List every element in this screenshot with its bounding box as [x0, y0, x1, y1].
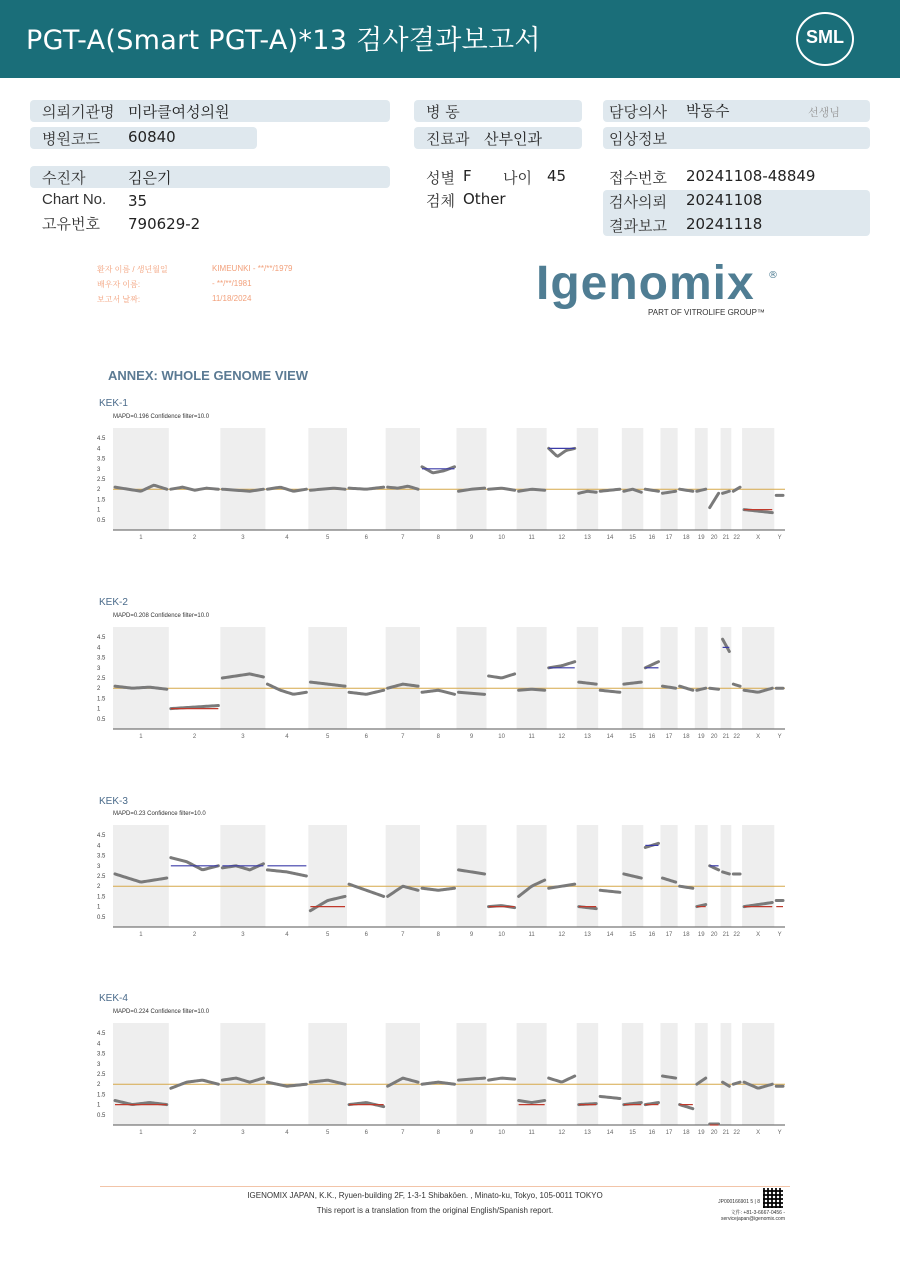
chromosome-label: 18	[682, 932, 690, 938]
chromosome-label: 15	[629, 1130, 636, 1136]
y-tick-label: 3.5	[97, 456, 106, 463]
chart-mapd-kek2: MAPD=0.208 Confidence filter=10.0	[113, 613, 210, 619]
y-tick-label: 0.5	[97, 517, 106, 524]
specimen-value: Other	[463, 190, 506, 208]
request-label: 검사의뢰	[609, 193, 667, 211]
chromosome-label: X	[756, 734, 761, 740]
chromosome-label: 18	[682, 535, 690, 541]
chrom-band	[220, 1023, 265, 1125]
chromosome-label: 10	[498, 535, 505, 541]
faint-report-date-value: 11/18/2024	[212, 294, 252, 303]
chromosome-label: 2	[192, 734, 197, 740]
chrom-band	[721, 1023, 732, 1125]
chromosome-label: 14	[606, 1130, 614, 1136]
data-points-chr6	[349, 690, 384, 694]
chromosome-label: 16	[648, 1130, 656, 1136]
data-points-chr22	[733, 1082, 740, 1084]
y-tick-label: 4.5	[97, 635, 106, 642]
chrom-band	[517, 1023, 547, 1125]
faint-patient-label: 환자 이름 / 생년월일	[97, 265, 168, 274]
chromosome-label: 5	[326, 734, 330, 740]
data-points-chr4	[267, 487, 306, 491]
chromosome-label: 3	[241, 535, 245, 541]
chrom-band	[622, 627, 643, 729]
y-tick-label: 1.5	[97, 696, 106, 703]
chrom-band	[742, 428, 774, 530]
chromosome-label: 1	[139, 734, 143, 740]
chromosome-label: 17	[665, 535, 673, 541]
data-points-chr17	[662, 1076, 675, 1078]
chrom-band	[577, 825, 598, 927]
y-tick-label: 2	[97, 686, 101, 693]
footer-doc-id: JP000166901 5 | 8	[718, 1199, 760, 1205]
y-tick-label: 1.5	[97, 894, 106, 901]
chromosome-label: 11	[528, 535, 535, 541]
y-tick-label: 3.5	[97, 655, 106, 662]
chromosome-label: 8	[436, 734, 440, 740]
chromosome-label: 15	[629, 932, 636, 938]
y-tick-label: 4	[97, 843, 101, 850]
chromosome-label: 1	[139, 1130, 143, 1136]
chrom-band	[457, 627, 487, 729]
chrom-band	[220, 825, 265, 927]
patient-value: 김은기	[128, 169, 172, 187]
chromosome-label: 2	[192, 535, 197, 541]
data-points-chr18	[680, 1105, 693, 1109]
request-value: 20241108	[686, 191, 763, 209]
chromosome-label: 19	[697, 932, 705, 938]
data-points-chr11	[519, 689, 545, 690]
chromosome-label: 11	[528, 932, 535, 938]
footer-note: This report is a translation from the original English/Spanish report.	[316, 1206, 554, 1215]
data-points-chr9	[459, 692, 485, 694]
age-label: 나이	[503, 169, 532, 187]
y-tick-label: 3	[97, 665, 101, 672]
data-points-chr10	[489, 488, 515, 490]
chromosome-label: 14	[606, 734, 614, 740]
y-tick-label: 4.5	[97, 436, 106, 443]
chrom-band	[308, 428, 347, 530]
igenomix-registered: ®	[768, 270, 778, 281]
y-tick-label: 1.5	[97, 497, 106, 504]
chromosome-label: 22	[733, 535, 741, 541]
qr-code-icon	[763, 1188, 783, 1208]
chrom-band	[308, 825, 347, 927]
data-points-chr4	[267, 684, 306, 694]
data-points-chr9	[459, 1078, 485, 1080]
chrom-band	[113, 428, 169, 530]
report-title: PGT-A(Smart PGT-A)*13 검사결과보고서	[26, 25, 541, 56]
chrom-band	[386, 627, 420, 729]
y-tick-label: 3.5	[97, 853, 106, 860]
chromosome-label: X	[756, 535, 761, 541]
chrom-band	[386, 428, 420, 530]
chromosome-label: 3	[241, 1130, 245, 1136]
chromosome-label: 21	[722, 932, 730, 938]
age-value: 45	[547, 167, 567, 185]
chrom-band	[113, 627, 169, 729]
y-tick-label: 3.5	[97, 1051, 106, 1058]
specimen-label: 검체	[426, 192, 455, 210]
faint-partner-label: 배우자 이름:	[97, 280, 141, 289]
y-tick-label: 0.5	[97, 716, 106, 723]
y-tick-label: 2.5	[97, 874, 106, 880]
chromosome-label: 13	[584, 932, 591, 938]
chrom-band	[577, 1023, 598, 1125]
chromosome-label: 19	[697, 1130, 705, 1136]
chromosome-label: 3	[241, 734, 245, 740]
chromosome-label: 6	[364, 734, 369, 740]
y-tick-label: 4	[97, 446, 101, 453]
chrom-band	[457, 428, 487, 530]
ward-label: 병 동	[426, 103, 460, 121]
data-points-chr16	[645, 662, 658, 668]
data-points-chr15	[624, 682, 641, 684]
data-points-chr20	[710, 688, 719, 689]
chromosome-label: 10	[498, 734, 505, 740]
data-points-chr12	[549, 1076, 575, 1082]
data-points-chr4	[267, 870, 306, 876]
chart-no-value: 35	[128, 192, 148, 210]
data-points-chr17	[662, 686, 675, 688]
data-points-chr2	[171, 487, 219, 490]
chromosome-label: 2	[192, 1130, 197, 1136]
chromosome-label: 6	[364, 932, 369, 938]
chromosome-label: 13	[584, 1130, 591, 1136]
chromosome-label: 1	[139, 535, 143, 541]
chromosome-label: 21	[722, 734, 730, 740]
cnv-chart-kek3	[95, 821, 790, 941]
data-points-chr21	[723, 872, 730, 874]
chromosome-label: 9	[469, 932, 474, 938]
chrom-band	[721, 428, 732, 530]
data-points-chr19	[697, 489, 706, 491]
chromosome-label: 8	[436, 932, 440, 938]
y-tick-label: 2.5	[97, 477, 106, 483]
chromosome-label: 11	[528, 734, 535, 740]
chart-mapd-kek1: MAPD=0.196 Confidence filter=10.0	[113, 414, 210, 420]
chrom-band	[577, 627, 598, 729]
chromosome-label: 4	[285, 535, 289, 541]
chromosome-label: 5	[326, 535, 330, 541]
chromosome-label: 18	[682, 1130, 690, 1136]
data-points-chr14	[600, 489, 620, 491]
cnv-chart-kek1	[95, 424, 790, 544]
faint-report-date-label: 보고서 날짜:	[97, 295, 141, 304]
y-tick-label: 1	[97, 706, 101, 713]
receipt-label: 접수번호	[609, 169, 667, 187]
chrom-band	[742, 825, 774, 927]
chrom-band	[695, 1023, 708, 1125]
sml-logo-text: SML	[806, 27, 844, 47]
chromosome-label: 9	[469, 734, 474, 740]
chromosome-label: Y	[777, 1130, 782, 1136]
chromosome-label: 18	[682, 734, 690, 740]
chromosome-label: 12	[558, 535, 566, 541]
department-label: 진료과	[426, 130, 470, 148]
y-tick-label: 2.5	[97, 676, 106, 682]
chromosome-label: 6	[364, 1130, 369, 1136]
y-tick-label: 2	[97, 487, 101, 494]
chromosome-label: 15	[629, 535, 636, 541]
chromosome-label: 20	[710, 1130, 718, 1136]
igenomix-subtitle: PART OF VITROLIFE GROUP™	[648, 308, 765, 317]
chromosome-label: 20	[710, 734, 718, 740]
doctor-suffix: 선생님	[808, 106, 840, 119]
data-points-chr17	[662, 491, 675, 493]
y-tick-label: 2	[97, 1082, 101, 1089]
data-points-chr18	[680, 886, 693, 888]
chrom-band	[386, 1023, 420, 1125]
hospital-code-label: 병원코드	[42, 130, 100, 148]
doctor-value: 박동수	[686, 102, 730, 120]
data-points-chr19	[697, 688, 706, 690]
chromosome-label: 13	[584, 535, 591, 541]
data-points-chr12	[549, 662, 575, 668]
y-tick-label: 3	[97, 1061, 101, 1068]
chromosome-label: 21	[722, 1130, 730, 1136]
chromosome-label: 7	[401, 734, 405, 740]
chromosome-label: 22	[733, 1130, 741, 1136]
chrom-band	[517, 825, 547, 927]
chrom-band	[660, 825, 677, 927]
chrom-band	[577, 428, 598, 530]
data-points-chr2	[171, 858, 219, 870]
chrom-band	[695, 627, 708, 729]
data-points-chr22	[733, 684, 740, 686]
chromosome-label: 4	[285, 932, 289, 938]
chart-title-kek1: KEK-1	[99, 398, 128, 409]
institution-value: 미라클여성의원	[128, 103, 230, 121]
chromosome-label: 15	[629, 734, 636, 740]
chrom-band	[622, 428, 643, 530]
chrom-band	[220, 428, 265, 530]
data-points-chr16	[645, 489, 658, 491]
chromosome-label: 14	[606, 535, 614, 541]
chrom-band	[622, 1023, 643, 1125]
footer-address: IGENOMIX JAPAN, K.K., Ryuen-building 2F, 1-3-1 Shibakōen. , Minato-ku, Tokyo, 105-0011 TOKYO	[247, 1191, 603, 1200]
chromosome-label: 10	[498, 1130, 505, 1136]
chrom-band	[660, 1023, 677, 1125]
clinical-label: 임상정보	[609, 130, 667, 148]
y-tick-label: 3	[97, 466, 101, 473]
chart-title-kek3: KEK-3	[99, 796, 128, 807]
chromosome-label: 5	[326, 932, 330, 938]
chromosome-label: 16	[648, 932, 656, 938]
chart-no-label: Chart No.	[42, 191, 107, 208]
data-points-chr8	[422, 690, 454, 694]
institution-label: 의뢰기관명	[42, 103, 115, 121]
chrom-band	[721, 825, 732, 927]
result-value: 20241118	[686, 215, 763, 233]
y-tick-label: 4	[97, 645, 101, 652]
chromosome-label: 20	[710, 932, 718, 938]
y-tick-label: 4.5	[97, 1031, 106, 1038]
chromosome-label: 1	[139, 932, 143, 938]
data-points-chr20	[710, 493, 719, 507]
chrom-band	[742, 1023, 774, 1125]
sex-value: F	[463, 167, 472, 185]
data-points-chr21	[723, 491, 730, 493]
chart-title-kek4: KEK-4	[99, 993, 128, 1004]
data-points-chr14	[600, 1096, 620, 1098]
chromosome-label: 17	[665, 932, 673, 938]
chromosome-label: 3	[241, 932, 245, 938]
hospital-code-value: 60840	[128, 128, 176, 146]
chromosome-label: Y	[777, 734, 782, 740]
chromosome-label: 13	[584, 734, 591, 740]
y-tick-label: 1.5	[97, 1092, 106, 1099]
chromosome-label: 2	[192, 932, 197, 938]
chart-mapd-kek4: MAPD=0.224 Confidence filter=10.0	[113, 1009, 210, 1015]
y-tick-label: 0.5	[97, 914, 106, 921]
chromosome-label: 21	[722, 535, 730, 541]
data-points-chr8	[422, 467, 454, 473]
chromosome-label: 8	[436, 535, 440, 541]
chromosome-label: 6	[364, 535, 369, 541]
chromosome-label: 7	[401, 932, 405, 938]
chromosome-label: 9	[469, 535, 474, 541]
chromosome-label: 8	[436, 1130, 440, 1136]
data-points-chr10	[489, 1078, 515, 1080]
chromosome-label: 5	[326, 1130, 330, 1136]
chromosome-label: 12	[558, 734, 566, 740]
sex-label: 성별	[426, 169, 455, 187]
data-points-chr3	[222, 489, 263, 491]
unique-label: 고유번호	[42, 215, 100, 233]
chromosome-label: 19	[697, 734, 705, 740]
chromosome-label: 11	[528, 1130, 535, 1136]
y-tick-label: 4	[97, 1041, 101, 1048]
chromosome-label: X	[756, 1130, 761, 1136]
data-points-chr8	[422, 888, 454, 890]
y-tick-label: 4.5	[97, 833, 106, 840]
chromosome-label: 12	[558, 932, 566, 938]
chromosome-label: 16	[648, 535, 656, 541]
chart-title-kek2: KEK-2	[99, 597, 128, 608]
chromosome-label: Y	[777, 535, 782, 541]
receipt-value: 20241108-48849	[686, 167, 816, 185]
y-tick-label: 2	[97, 884, 101, 891]
chromosome-label: 10	[498, 932, 505, 938]
chrom-band	[695, 428, 708, 530]
patient-label: 수진자	[42, 169, 86, 187]
y-tick-label: 3	[97, 863, 101, 870]
chrom-band	[308, 627, 347, 729]
chromosome-label: 4	[285, 1130, 289, 1136]
chromosome-label: 16	[648, 734, 656, 740]
y-tick-label: 1	[97, 507, 101, 514]
chromosome-label: 22	[733, 734, 741, 740]
data-points-chr18	[680, 686, 693, 690]
cnv-chart-kek4	[95, 1019, 790, 1139]
chromosome-label: 17	[665, 1130, 673, 1136]
chromosome-label: 22	[733, 932, 741, 938]
data-points-chr14	[600, 690, 620, 692]
chrom-band	[457, 1023, 487, 1125]
chrom-band	[517, 627, 547, 729]
footer-divider	[100, 1186, 790, 1187]
data-points-chr22	[733, 487, 740, 491]
faint-partner-value: - **/**/1981	[212, 279, 252, 288]
result-label: 결과보고	[609, 217, 667, 235]
chromosome-label: 20	[710, 535, 718, 541]
chromosome-label: 12	[558, 1130, 566, 1136]
chrom-band	[660, 627, 677, 729]
chrom-band	[660, 428, 677, 530]
cnv-chart-kek2	[95, 623, 790, 743]
chromosome-label: 4	[285, 734, 289, 740]
data-points-chr13	[579, 682, 596, 684]
data-points-chr5	[310, 488, 345, 490]
data-points-chr14	[600, 890, 620, 892]
data-points-chr12	[549, 884, 575, 888]
chrom-band	[742, 627, 774, 729]
footer-email: servicejapan@igenomix.com	[721, 1216, 785, 1222]
footer-phone: 文件: +81-3-6667-0456 -	[730, 1210, 785, 1216]
chromosome-label: X	[756, 932, 761, 938]
chrom-band	[386, 825, 420, 927]
chromosome-label: 14	[606, 932, 614, 938]
chromosome-label: 9	[469, 1130, 474, 1136]
faint-patient-value: KIMEUNKI - **/**/1979	[212, 264, 293, 273]
chrom-band	[517, 428, 547, 530]
data-points-chr18	[680, 489, 693, 491]
chart-mapd-kek3: MAPD=0.23 Confidence filter=10.0	[113, 811, 206, 817]
y-tick-label: 1	[97, 1102, 101, 1109]
igenomix-logo: Igenomix	[536, 257, 755, 310]
chromosome-label: 7	[401, 1130, 405, 1136]
y-tick-label: 0.5	[97, 1112, 106, 1119]
chromosome-label: 19	[697, 535, 705, 541]
chrom-band	[457, 825, 487, 927]
chrom-band	[695, 825, 708, 927]
chrom-band	[113, 1023, 169, 1125]
unique-value: 790629-2	[128, 215, 201, 233]
department-value: 산부인과	[484, 130, 542, 148]
y-tick-label: 1	[97, 904, 101, 911]
data-points-chr20	[710, 866, 719, 870]
data-points-chr12	[549, 448, 575, 456]
data-points-chr6	[349, 487, 384, 489]
data-points-chr10	[489, 674, 515, 678]
y-tick-label: 2.5	[97, 1072, 106, 1078]
chromosome-label: 7	[401, 535, 405, 541]
chromosome-label: Y	[777, 932, 782, 938]
doctor-label: 담당의사	[609, 103, 667, 121]
chrom-band	[308, 1023, 347, 1125]
chromosome-label: 17	[665, 734, 673, 740]
annex-title: ANNEX: WHOLE GENOME VIEW	[108, 368, 309, 383]
